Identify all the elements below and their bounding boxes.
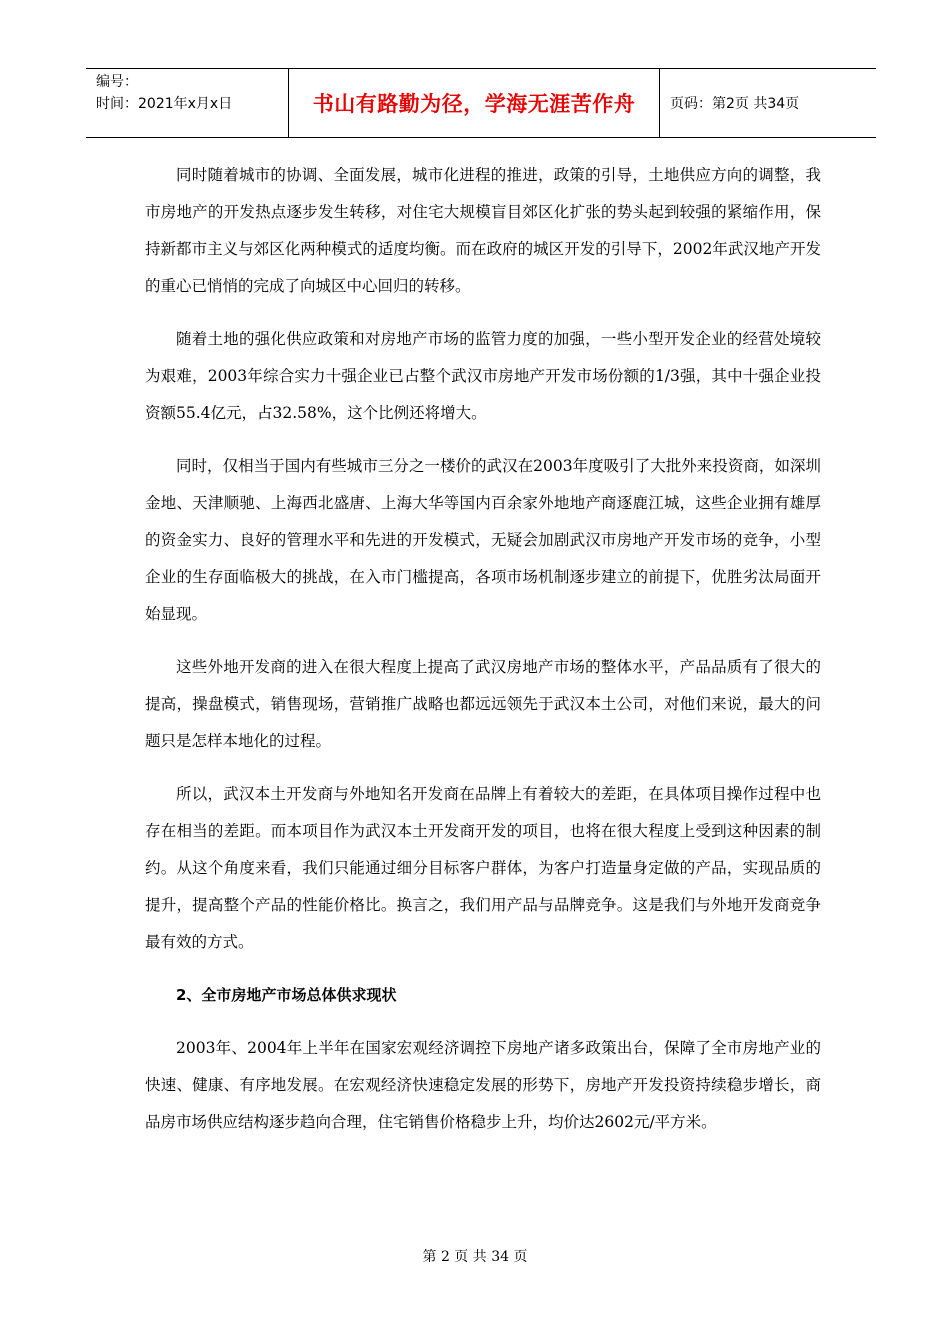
paragraph: 同时随着城市的协调、全面发展，城市化进程的推进，政策的引导，土地供应方向的调整，我市房地产的开发热点逐步发生转移，对住宅大规模盲目郊区化扩张的势头起到较强的紧缩作用，保持新都市主义与郊区化两种模式的适度均衡。而在政府的城区开发的引导下，2002年武汉地产开发的重心已悄悄的完成了向城区中心回归的转移。 — [145, 166, 821, 295]
code-label: 编号： — [96, 74, 138, 90]
paragraph: 随着土地的强化供应政策和对房地产市场的监管力度的加强，一些小型开发企业的经营处境较为艰难，2003年综合实力十强企业已占整个武汉市房地产开发市场份额的1/3强，其中十强企业投资额55.4亿元，占32.58%，这个比例还将增大。 — [145, 330, 821, 422]
header-info-cell — [86, 69, 288, 137]
paragraph: 所以，武汉本土开发商与外地知名开发商在品牌上有着较大的差距，在具体项目操作过程中也存在相当的差距。而本项目作为武汉本土开发商开发的项目，也将在很大程度上受到这种因素的制约。从这个角度来看，我们只能通过细分目标客户群体，为客户打造量身定做的产品，实现品质的提升，提高整个产品的性能价格比。换言之，我们用产品与品牌竞争。这是我们与外地开发商竞争最有效的方式。 — [145, 785, 821, 951]
page-label: 页码：第2页 共34页 — [670, 96, 800, 112]
document-body — [145, 157, 821, 1157]
motto-text: 书山有路勤为径，学海无涯苦作舟 — [312, 92, 636, 116]
header-page-cell — [660, 69, 876, 137]
paragraph: 同时，仅相当于国内有些城市三分之一楼价的武汉在2003年度吸引了大批外来投资商，如深圳金地、天津顺驰、上海西北盛唐、上海大华等国内百余家外地地产商逐鹿江城，这些企业拥有雄厚的资金实力、良好的管理水平和先进的开发模式，无疑会加剧武汉市房地产开发市场的竞争，小型企业的生存面临极大的挑战，在入市门槛提高，各项市场机制逐步建立的前提下，优胜劣汰局面开始显现。 — [145, 457, 821, 623]
section-paragraph: 2003年、2004年上半年在国家宏观经济调控下房地产诸多政策出台，保障了全市房地产业的快速、健康、有序地发展。在宏观经济快速稳定发展的形势下，房地产开发投资持续稳步增长，商品房市场供应结构逐步趋向合理，住宅销售价格稳步上升，均价达2602元/平方米。 — [145, 1039, 821, 1131]
section-heading: 2、全市房地产市场总体供求现状 — [176, 986, 397, 1004]
time-label: 时间：2021年x月x日 — [96, 96, 233, 112]
header-motto-cell — [288, 69, 660, 137]
page-footer: 第 2 页 共 34 页 — [422, 1249, 528, 1265]
paragraph: 这些外地开发商的进入在很大程度上提高了武汉房地产市场的整体水平，产品品质有了很大的提高，操盘模式，销售现场，营销推广战略也都远远领先于武汉本土公司，对他们来说，最大的问题只是怎样本地化的过程。 — [145, 658, 821, 750]
document-header — [86, 68, 876, 138]
